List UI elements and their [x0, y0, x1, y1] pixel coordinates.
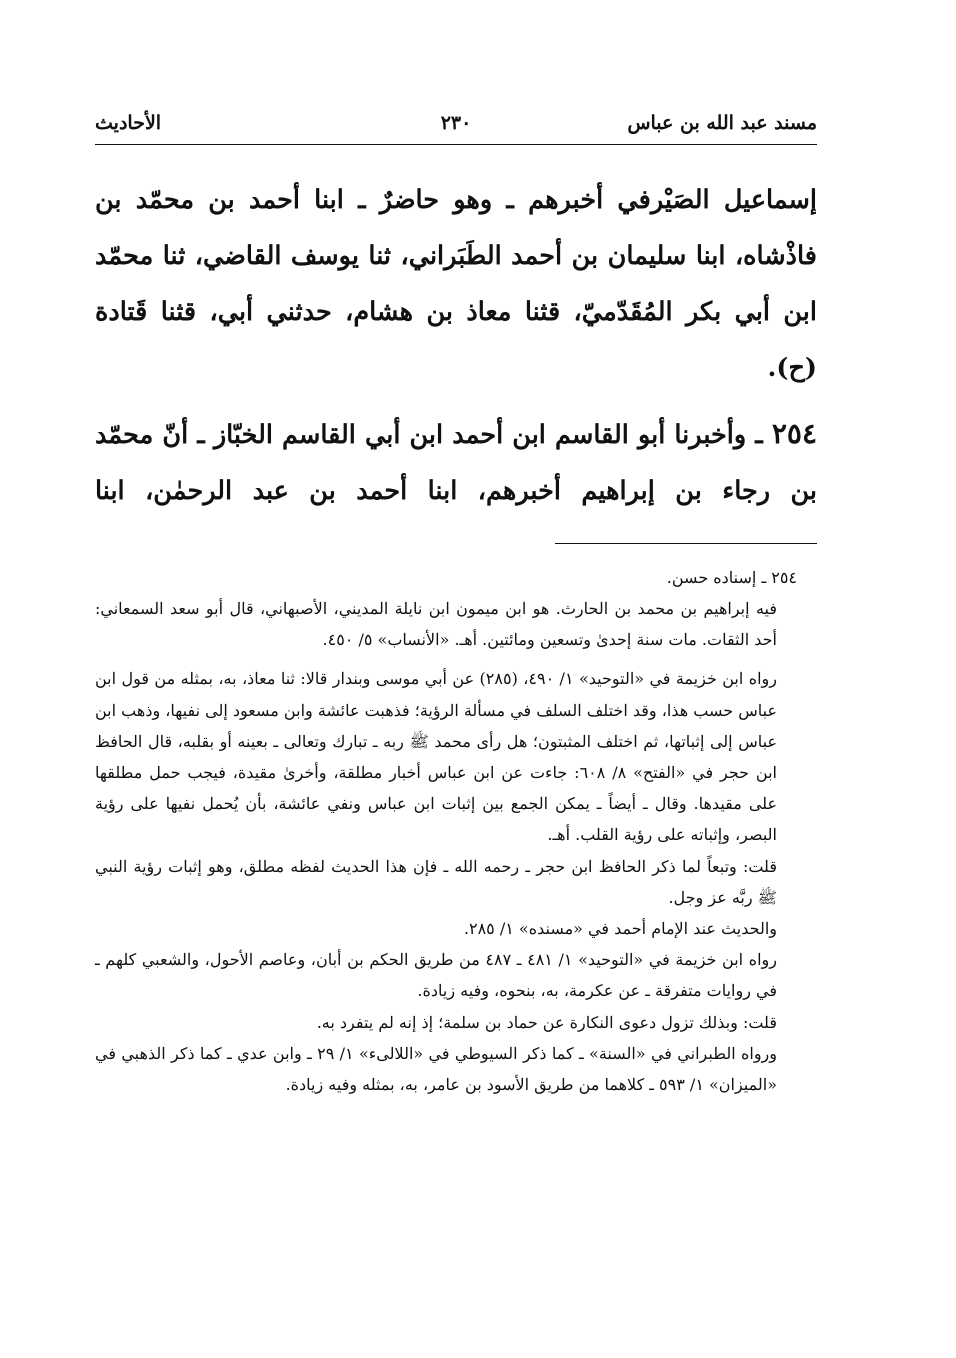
footnote-paragraph: ورواه الطبراني في «السنة» ـ كما ذكر السيوطي في «اللالىء» ١/ ٢٩ ـ وابن عدي ـ كما ذكر الذهبي في «الميزان» ١/ ٥٩٣ ـ كلاهما من طريق الأسود بن عامر، به، بمثله وفيه زيادة. [95, 1043, 778, 1095]
footnote-divider [555, 543, 817, 544]
hadith-254-text: ـ وأخبرنا أبو القاسم ابن أحمد ابن أبي القاسم الخبّاز ـ أنّ محمّد بن رجاء بن إبراهيم أخبرهم، ابنا أحمد بن عبد الرحمٰن، ابنا [95, 420, 817, 506]
hadith-254 [95, 406, 817, 519]
footnote-heading: ٢٥٤ ـ إسناده حسن. [666, 568, 797, 587]
footnote-paragraph: قلت: وبذلك تزول دعوى النكارة عن حماد بن سلمة؛ إذ إنه لم يتفرد به. [316, 1012, 777, 1032]
header-divider [95, 144, 817, 145]
running-header [95, 105, 817, 141]
footnote-paragraph: رواه ابن خزيمة في «التوحيد» ١/ ٤٩٠، (٢٨٥) عن أبي موسى وبندار قالا: ثنا معاذ، به، بمثله من قول ابن عباس حسب هذا، وقد اختلف السلف في مسألة الرؤية؛ فذهبت عائشة وابن مسعود إلى نفيها، وذهب ابن عباس إلى إثباتها، ثم اختلف المثبتون؛ هل رأى محمد ﷺ ربه ـ تبارك وتعالى ـ بعينه أو بقلبه، قال الحافظ ابن حجر في «الفتح» ٨/ ٦٠٨: جاءت عن ابن عباس أخبار مطلقة، وأخرىٰ مقيدة، فيجب حمل مطلقها على مقيدها. وقال ـ أيضاً ـ يمكن الجمع بين إثبات ابن عباس ونفي عائشة، بأن يُحمل نفيها على رؤية البصر، وإثباته على رؤية القلب. أهـ. [95, 669, 778, 845]
hadith-chain-continued: إسماعيل الصَيْرفي أخبرهم ـ وهو حاضرٌ ـ ابنا أحمد بن محمّد بن فاذْشاه، ابنا سليمان بن أحمد الطَبَراني، ثنا يوسف القاضي، ثنا محمّد ابن أبي بكر المُقَدّميّ، قثنا معاذ بن هشام، حدثني أبي، قثنا قَتادة (ح). [95, 185, 817, 383]
footnotes [95, 562, 817, 1100]
page-number: ٢٣٠ [440, 112, 472, 134]
footnote-paragraph: فيه إبراهيم بن محمد بن الحارث. هو ابن ميمون ابن نايلة المديني، الأصبهاني، قال أبو سعد السمعاني: أحد الثقات. مات سنة إحدىٰ وتسعين ومائتين. أهـ. «الأنساب» ٥/ ٤٥٠. [95, 599, 777, 650]
footnote-paragraph: قلت: وتبعاً لما ذكر الحافظ ابن حجر ـ رحمه الله ـ فإن هذا الحديث لفظه مطلق، وهو إثبات رؤية النبي ﷺ ربَّه عز وجل. [95, 856, 777, 907]
footnote-paragraph: رواه ابن خزيمة في «التوحيد» ١/ ٤٨١ ـ ٤٨٧ من طريق الحكم بن أبان، وعاصم الأحول، والشعبي كلهم ـ في روايات متفرقة ـ عن عكرمة، به، بنحوه، وفيه زيادة. [95, 950, 778, 1001]
section-title: الأحاديث [95, 112, 162, 134]
footnote-paragraph: والحديث عند الإمام أحمد في «مسنده» ١/ ٢٨٥. [463, 919, 777, 939]
main-text [95, 172, 817, 529]
book-title: مسند عبد الله بن عباس [627, 112, 817, 134]
hadith-number: ٢٥٤ [771, 417, 817, 450]
